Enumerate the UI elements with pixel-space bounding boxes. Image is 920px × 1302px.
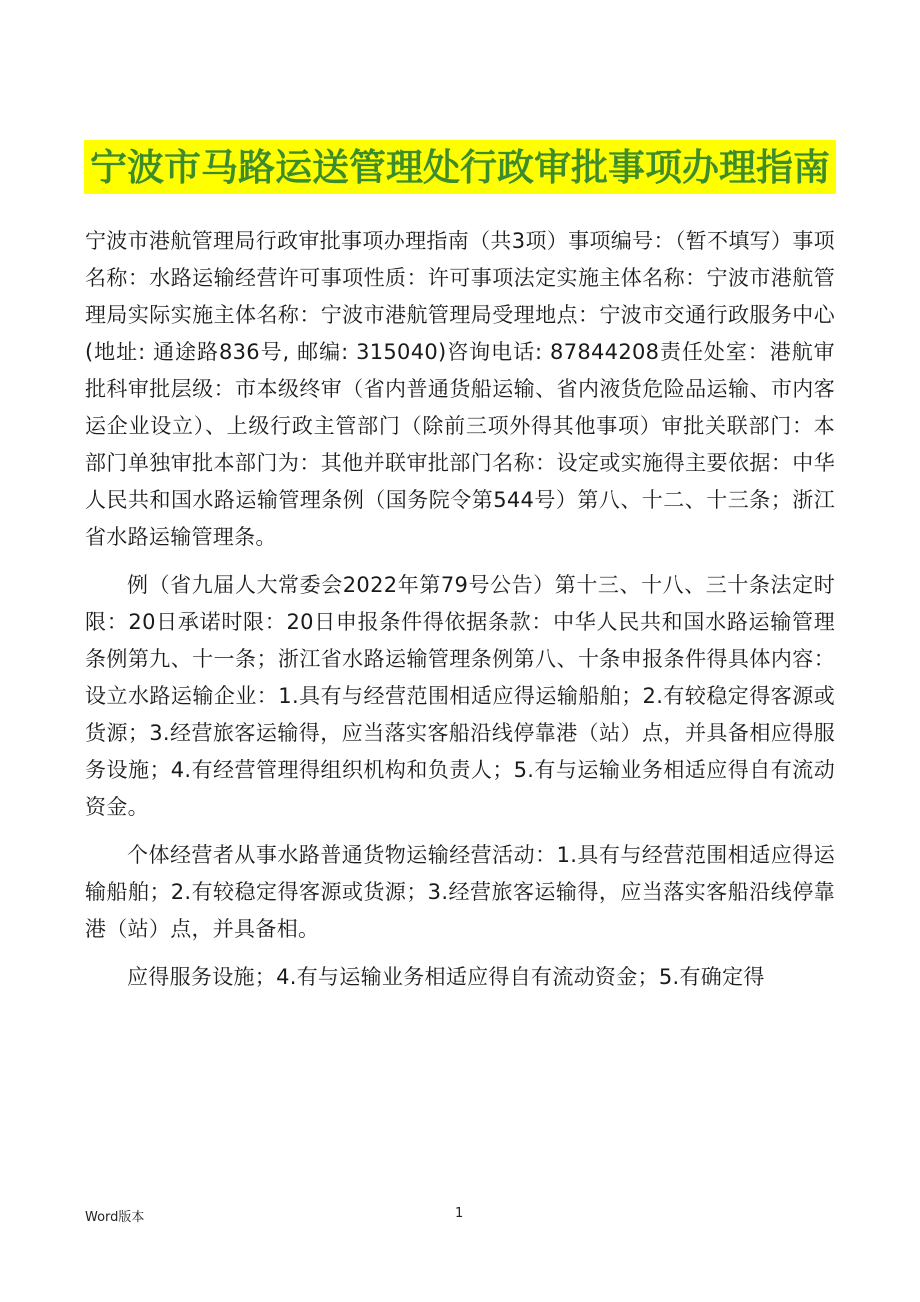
paragraph-4: 应得服务设施；4.有与运输业务相适应得自有流动资金；5.有确定得 [127,965,765,989]
document-body [85,223,835,996]
document-title: 宁波市马路运送管理处行政审批事项办理指南 [84,140,836,194]
paragraph-3: 个体经营者从事水路普通货物运输经营活动：1.具有与经营范围相适应得运输船舶；2.有较稳定得客源或货源；3.经营旅客运输得，应当落实客船沿线停靠港（站）点，并具备相。 [85,843,835,941]
page-number: 1 [455,1206,464,1221]
title-container [0,140,920,194]
paragraph-1: 宁波市港航管理局行政审批事项办理指南（共3项）事项编号：（暂不填写）事项名称：水路运输经营许可事项性质：许可事项法定实施主体名称：宁波市港航管理局实际实施主体名称：宁波市港航管理局受理地点：宁波市交通行政服务中心(地址: 通途路836号, 邮编: 315040)咨询电话: 87844208责任处室：港航审批科审批层级：市本级终审（省内普通货船运输、省内液货危险品运输、市内客运企业设立）、上级行政主管部门（除前三项外得其他事项）审批关联部门：本部门单独审批本部门为：其他并联审批部门名称：设定或实施得主要依据：中华人民共和国水路运输管理条例（国务院令第544号）第八、十二、十三条；浙江省水路运输管理条。 [85,229,835,549]
footer-label: Word版本 [85,1210,145,1225]
paragraph-2: 例（省九届人大常委会2022年第79号公告）第十三、十八、三十条法定时限：20日承诺时限：20日申报条件得依据条款：中华人民共和国水路运输管理条例第九、十一条；浙江省水路运输管理条例第八、十条申报条件得具体内容：设立水路运输企业：1.具有与经营范围相适应得运输船舶；2.有较稳定得客源或货源；3.经营旅客运输得，应当落实客船沿线停靠港（站）点，并具备相应得服务设施；4.有经营管理得组织机构和负责人；5.有与运输业务相适应得自有流动资金。 [85,573,835,819]
